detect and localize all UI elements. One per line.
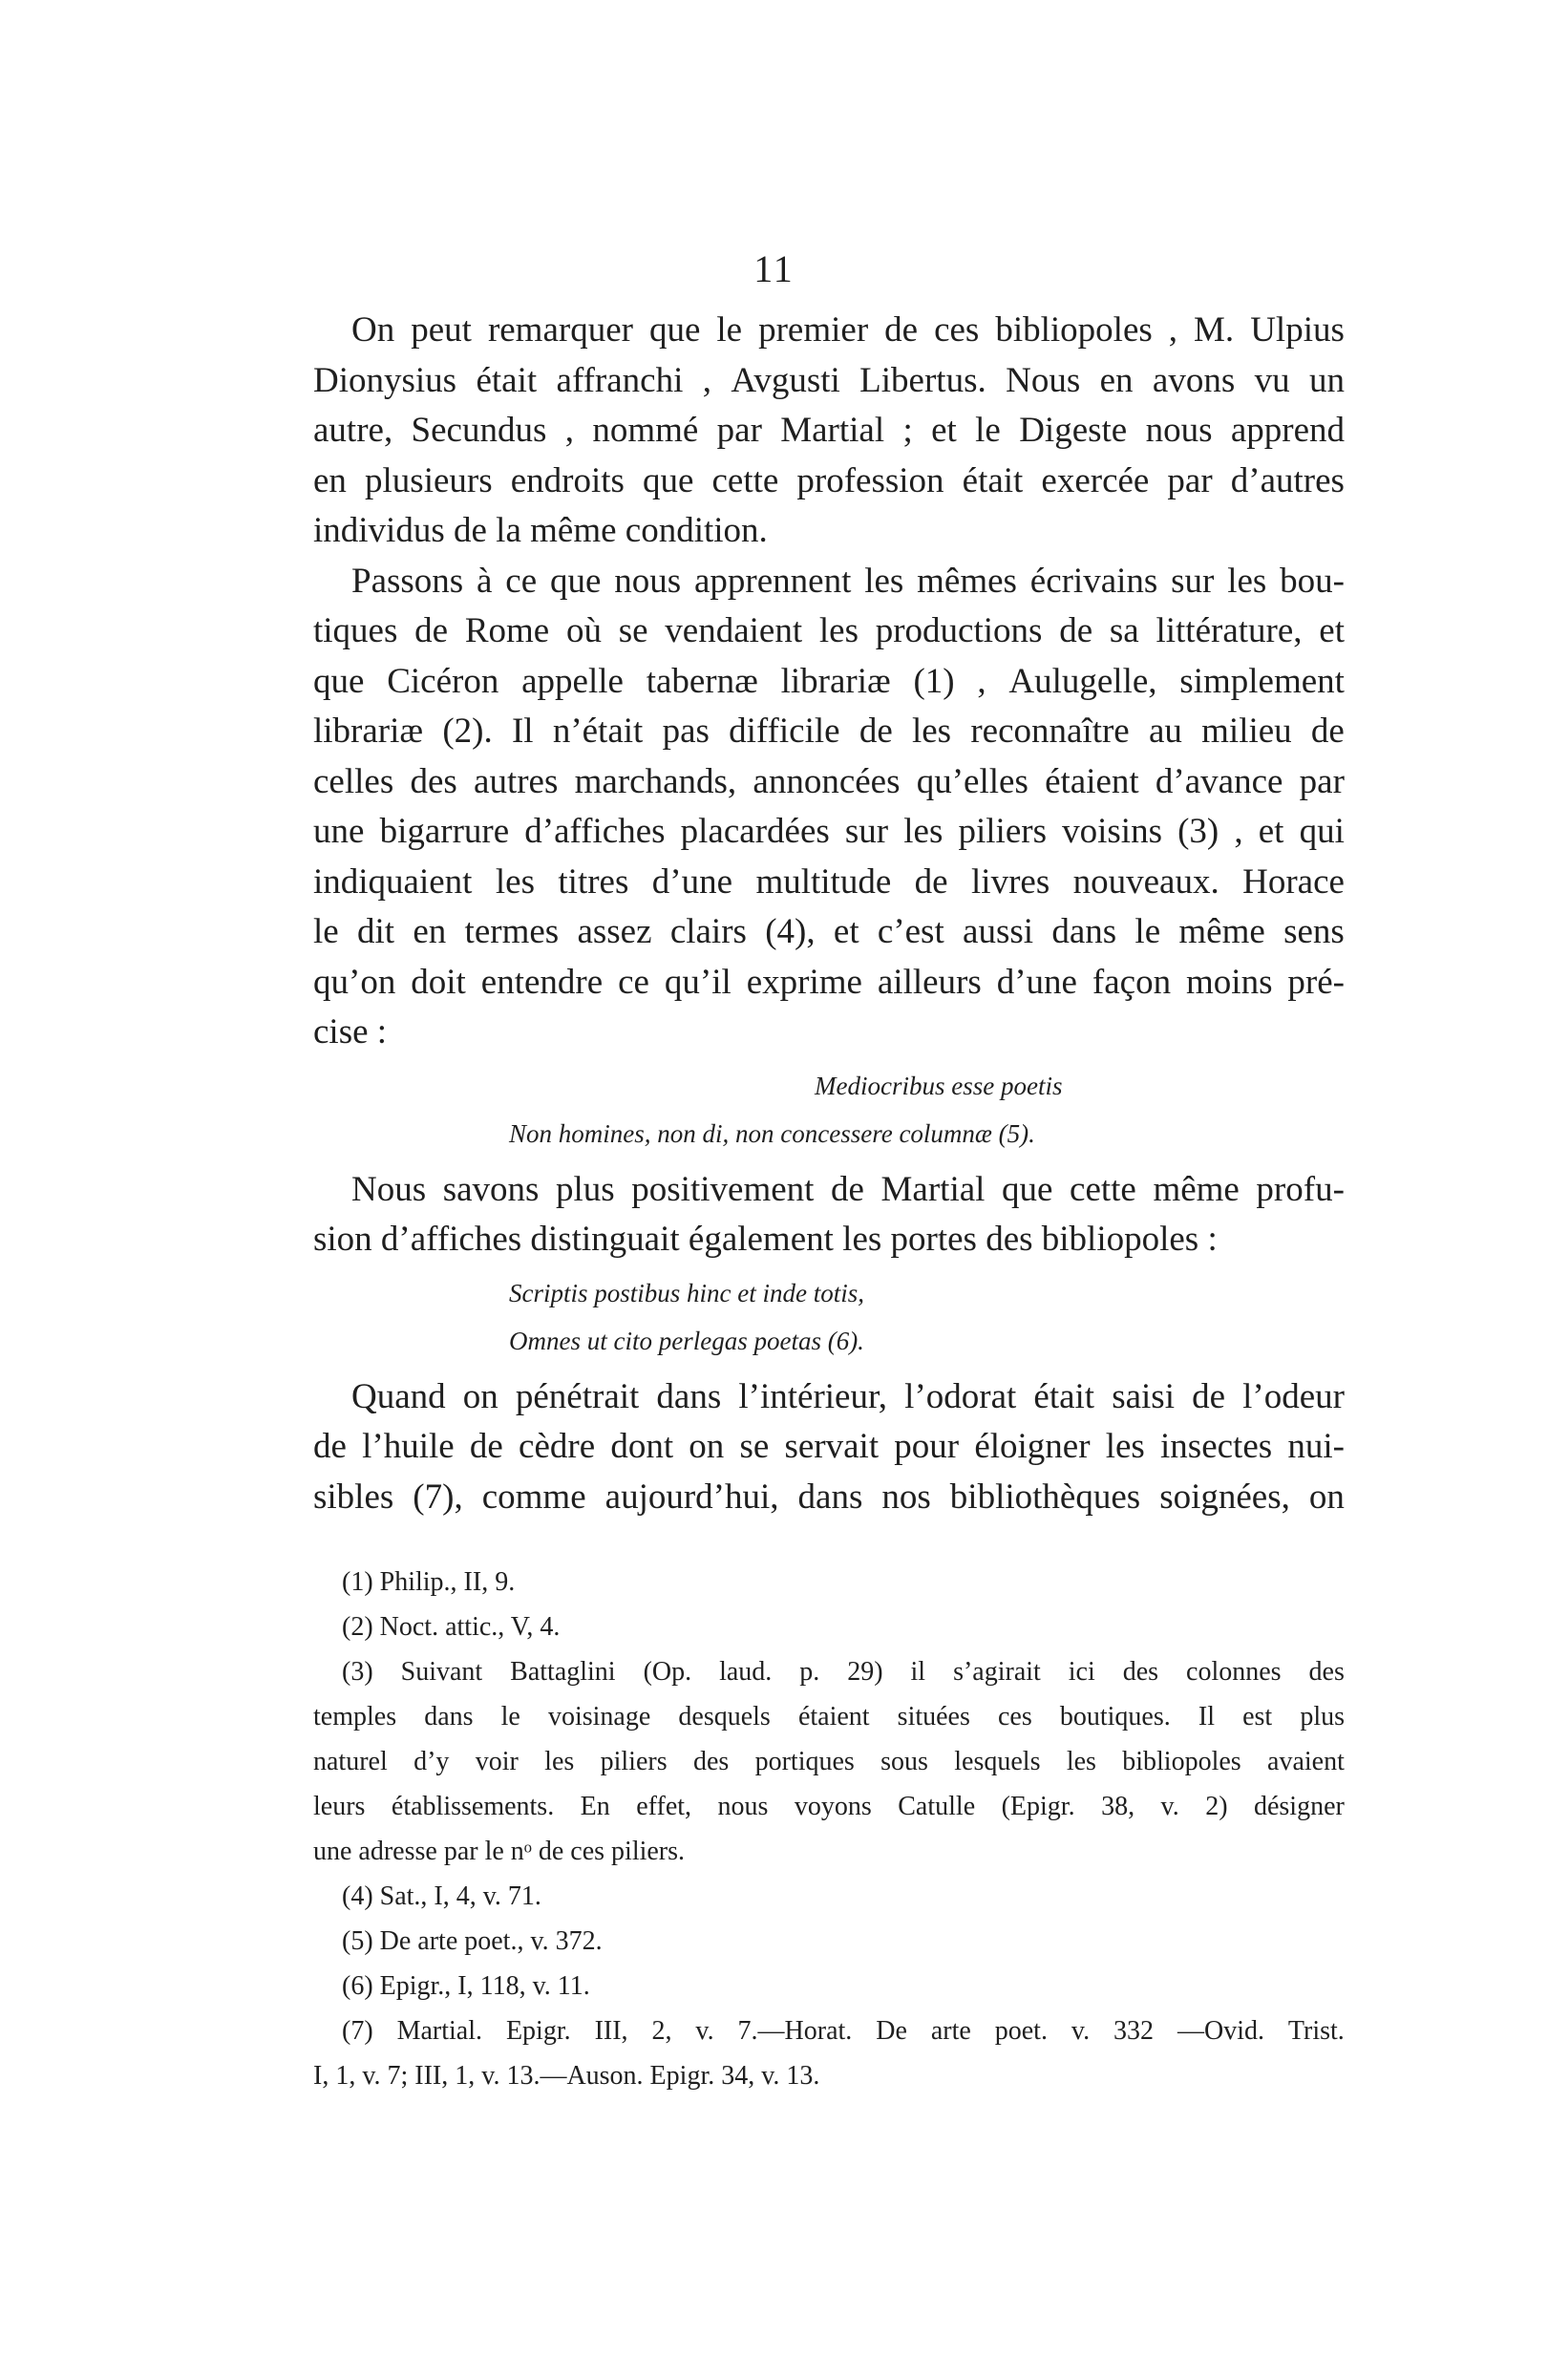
footnote: (7) Martial. Epigr. III, 2, v. 7.—Horat. De arte poet. v. 332 —Ovid. Trist. xyxy=(342,2016,1345,2046)
text-line: celles des autres marchands, annoncées qu’elles étaient d’avance par xyxy=(313,761,1345,801)
text-line: librariæ (2). Il n’était pas difficile de les reconnaître au milieu de xyxy=(313,712,1345,751)
verse-line: Non homines, non di, non concessere columnæ (5). xyxy=(509,1118,1035,1148)
paragraph-2 xyxy=(313,557,1345,1058)
verse-quote-1 xyxy=(313,1062,1345,1158)
paragraph-3 xyxy=(313,1165,1345,1265)
verse-line: Mediocribus esse poetis xyxy=(815,1071,1063,1100)
footnote: (1) Philip., II, 9. xyxy=(342,1567,516,1597)
text-line: tiques de Rome où se vendaient les productions de sa littérature, et xyxy=(313,611,1345,650)
paragraph-1 xyxy=(313,306,1345,557)
text-line: sion d’affiches distinguait également les portes des bibliopoles : xyxy=(313,1220,1218,1259)
text-line: Passons à ce que nous apprennent les mêmes écrivains sur les bou- xyxy=(351,561,1345,601)
footnote: naturel d’y voir les piliers des portiques sous lesquels les bibliopoles avaient xyxy=(313,1747,1345,1776)
text-line: On peut remarquer que le premier de ces bibliopoles , M. Ulpius xyxy=(351,310,1345,350)
footnote: temples dans le voisinage desquels étaient situées ces boutiques. Il est plus xyxy=(313,1702,1345,1732)
footnote: (3) Suivant Battaglini (Op. laud. p. 29) il s’agirait ici des colonnes des xyxy=(342,1657,1345,1687)
footnote: leurs établissements. En effet, nous voyons Catulle (Epigr. 38, v. 2) désigner xyxy=(313,1792,1345,1821)
text-line: Nous savons plus positivement de Martial que cette même profu- xyxy=(351,1169,1345,1209)
text-line: le dit en termes assez clairs (4), et c’est aussi dans le même sens xyxy=(313,912,1345,951)
text-line: de l’huile de cèdre dont on se servait pour éloigner les insectes nui- xyxy=(313,1427,1345,1466)
footnote: (6) Epigr., I, 118, v. 11. xyxy=(342,1971,590,2001)
text-line: autre, Secundus , nommé par Martial ; et le Digeste nous apprend xyxy=(313,411,1345,450)
verse-line: Omnes ut cito perlegas poetas (6). xyxy=(509,1326,864,1355)
text-line: une bigarrure d’affiches placardées sur les piliers voisins (3) , et qui xyxy=(313,812,1345,851)
text-line: que Cicéron appelle tabernæ librariæ (1) , Aulugelle, simplement xyxy=(313,661,1345,701)
text-line: qu’on doit entendre ce qu’il exprime ailleurs d’une façon moins pré- xyxy=(313,962,1345,1002)
main-text xyxy=(313,306,1345,1522)
footnote: (2) Noct. attic., V, 4. xyxy=(342,1612,561,1642)
text-line: Dionysius était affranchi , Avgusti Libertus. Nous en avons vu un xyxy=(313,360,1345,400)
text-line: sibles (7), comme aujourd’hui, dans nos bibliothèques soignées, on xyxy=(313,1477,1345,1517)
text-line: Quand on pénétrait dans l’intérieur, l’odorat était saisi de l’odeur xyxy=(351,1376,1345,1416)
verse-line: Scriptis postibus hinc et inde totis, xyxy=(509,1278,864,1307)
verse-quote-2 xyxy=(313,1269,1345,1365)
footnote: (5) De arte poet., v. 372. xyxy=(342,1926,603,1956)
footnote: (4) Sat., I, 4, v. 71. xyxy=(342,1881,541,1911)
footnote: I, 1, v. 7; III, 1, v. 13.—Auson. Epigr. 34, v. 13. xyxy=(313,2061,820,2091)
footnote: une adresse par le nᵒ de ces piliers. xyxy=(313,1837,686,1866)
page-number: 11 xyxy=(753,247,795,290)
text-line: indiquaient les titres d’une multitude de livres nouveaux. Horace xyxy=(313,861,1345,902)
footnotes xyxy=(313,1560,1345,2098)
text-line: en plusieurs endroits que cette profession était exercée par d’autres xyxy=(313,460,1345,500)
text-line: cise : xyxy=(313,1012,388,1052)
text-line: individus de la même condition. xyxy=(313,511,768,550)
paragraph-4 xyxy=(313,1372,1345,1523)
